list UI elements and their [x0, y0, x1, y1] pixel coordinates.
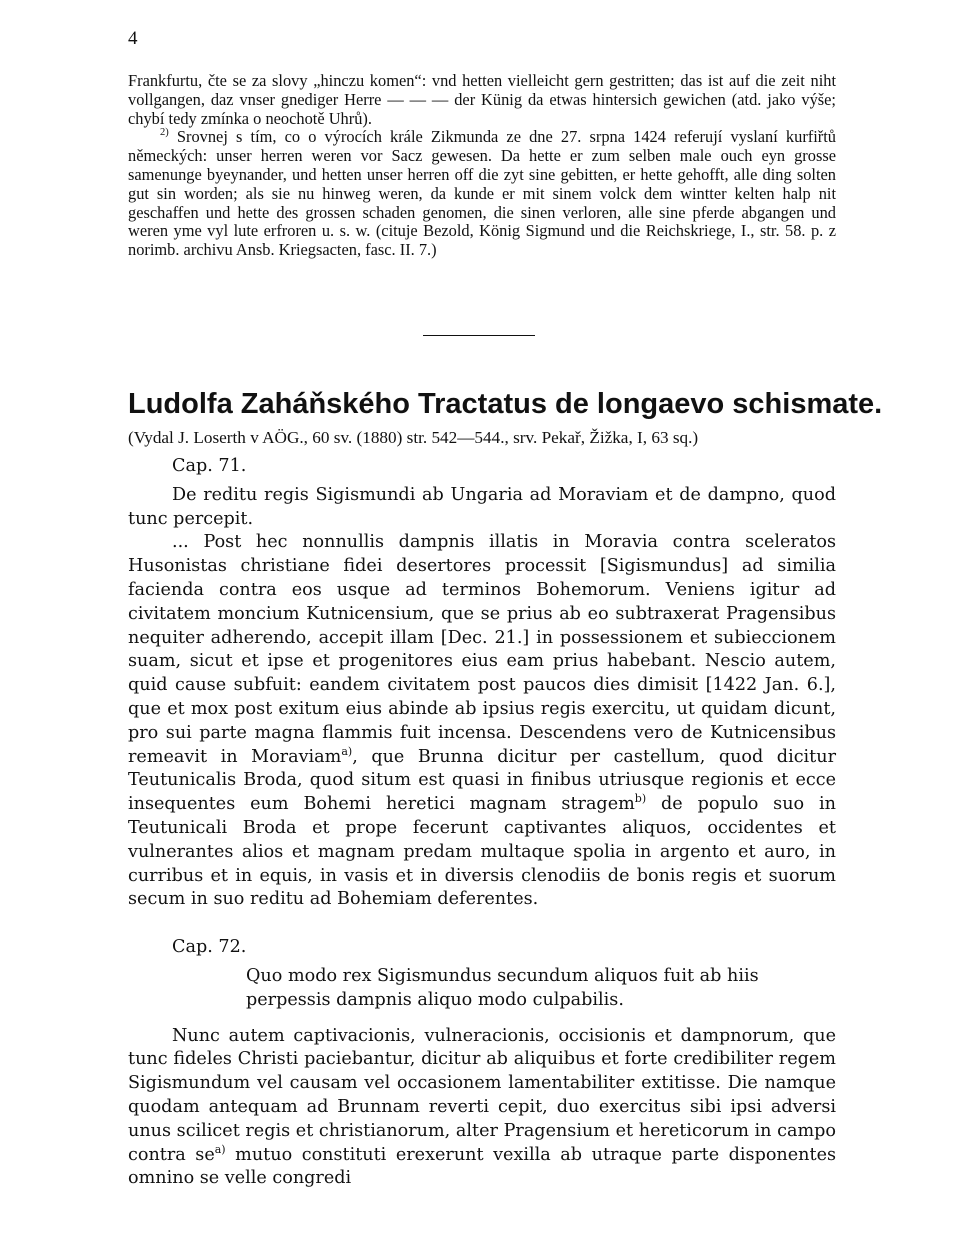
chapter-72-text — [128, 1025, 836, 1192]
page-number: 4 — [128, 28, 138, 49]
chapter-71-label: Cap. 71. — [172, 456, 247, 476]
chapter-71-heading: De reditu regis Sigismundi ab Ungaria ad Moraviam et de dampno, quod tunc percepit. — [128, 484, 836, 529]
chapter-72-heading: Quo modo rex Sigismundus secundum aliquos fuit ab hiis perpessis dampnis aliquo modo culpabilis. — [246, 965, 759, 1010]
footnote-1-continuation: Frankfurtu, čte se za slovy „hinczu komen“: vnd hetten vielleicht gern gestritten; das ist auf die zeit niht vollgangen, daz vnser gnediger Herre — — — der Künig da etwas hintersich gewichen (atd. jako výše; chybí tedy zmínka o neochotě Uhrů). — [128, 71, 836, 128]
document-title: Ludolfa Zaháňského Tractatus de longaevo schismate. — [128, 388, 883, 420]
note-ref-a: a) — [214, 1142, 226, 1156]
chapter-71-text-part-3: de populo suo in Teutunicali Broda et prope fecerunt captivantes aliquos, occidentes et vulnerantes alios et magnam predam multaque spolia in argento et auro, in curribus et in equis, in vasis et in diversis clenodiis de bonis regis et suorum secum in suo reditu ad Bohemiam deferentes. — [128, 794, 836, 910]
section-divider — [423, 335, 535, 336]
footnote-2-text: Srovnej s tím, co o výrocích krále Zikmunda ze dne 27. srpna 1424 referují vyslaní kurfiřtů německých: unser herren weren vor Sacz gewesen. Da hette er zum selben male ouch eyn grosse samenunge byeynander, und hetten unser herren off die zyt sine gebitten, er hette gehofft, alle ding solten gut sin worden; als sie nu hinweg weren, da kunde er mit sinem volck dem wintter kelten halp nit geschaffen und hette des grossen schaden genomen, die sinen verloren, alle sine pferde abgangen und weren yme vyl lute erfroren u. s. w. (cituje Bezold, König Sigmund und die Reichskriege, I., str. 58. p. z norimb. archivu Ansb. Kriegsacten, fasc. II. 7.) — [128, 127, 836, 260]
footnotes — [128, 72, 836, 260]
footnote-2 — [128, 128, 836, 260]
chapter-72-label: Cap. 72. — [172, 937, 247, 958]
note-ref-a: a) — [341, 744, 353, 758]
chapter-71-text — [128, 531, 836, 912]
chapter-71-text-part-2: , que Brunna dicitur per castellum, quod dicitur Teutunicalis Broda, quod situm est quasi in finibus utriusque regionis et ecce insequentes eum Bohemi heretici magnam stragem — [128, 746, 836, 815]
footnote-2-mark: 2) — [160, 127, 169, 139]
edition-note: (Vydal J. Loserth v AÖG., 60 sv. (1880) str. 542—544., srv. Pekař, Žižka, I, 63 sq.) — [128, 428, 699, 447]
chapter-71-text-part-1: ... Post hec nonnullis dampnis illatis in Moravia contra sceleratos Husonistas christiane fidei desertores processit [Sigismundus] ad similia facienda contra eos usque ad terminos Bohemorum. Veniens igitur ad civitatem moncium Kutnicensium, que se prius ab eo subtraxerat Pragensibus nequiter adherendo, accepit illam [Dec. 21.] in possessionem et subieccionem suam, sicut et ipse et progenitores eius eam prius habebant. Nescio autem, quid cause subfuit: eandem civitatem post paucos dies dimisit [1422 Jan. 6.], que et mox post exitum eius abinde ab ipsius regis exercitu, ut quidam dicunt, pro sui parte magna flammis fuit incensa. Descendens vero de Kutnicensibus remeavit in Moraviam — [128, 532, 836, 767]
chapter-72-text-part-2: mutuo constituti erexerunt vexilla ab utraque parte disponentes omnino se velle congredi — [128, 1144, 837, 1189]
chapter-72-text-part-1: Nunc autem captivacionis, vulneracionis, occisionis et dampnorum, que tunc fideles Christi paciebantur, dicitur ab aliquibus et forte credibiliter regem Sigismundum vel causam vel occasionem lamentabiliter extitisse. Die namque quodam antequam ad Brunnam reverti cepit, duo exercitus sibi ipsi adversi unus scilicet regis et christianorum, alter Pragensium et hereticorum in campo contra se — [128, 1025, 836, 1165]
main-text — [128, 455, 836, 1191]
note-ref-b: b) — [634, 792, 647, 806]
